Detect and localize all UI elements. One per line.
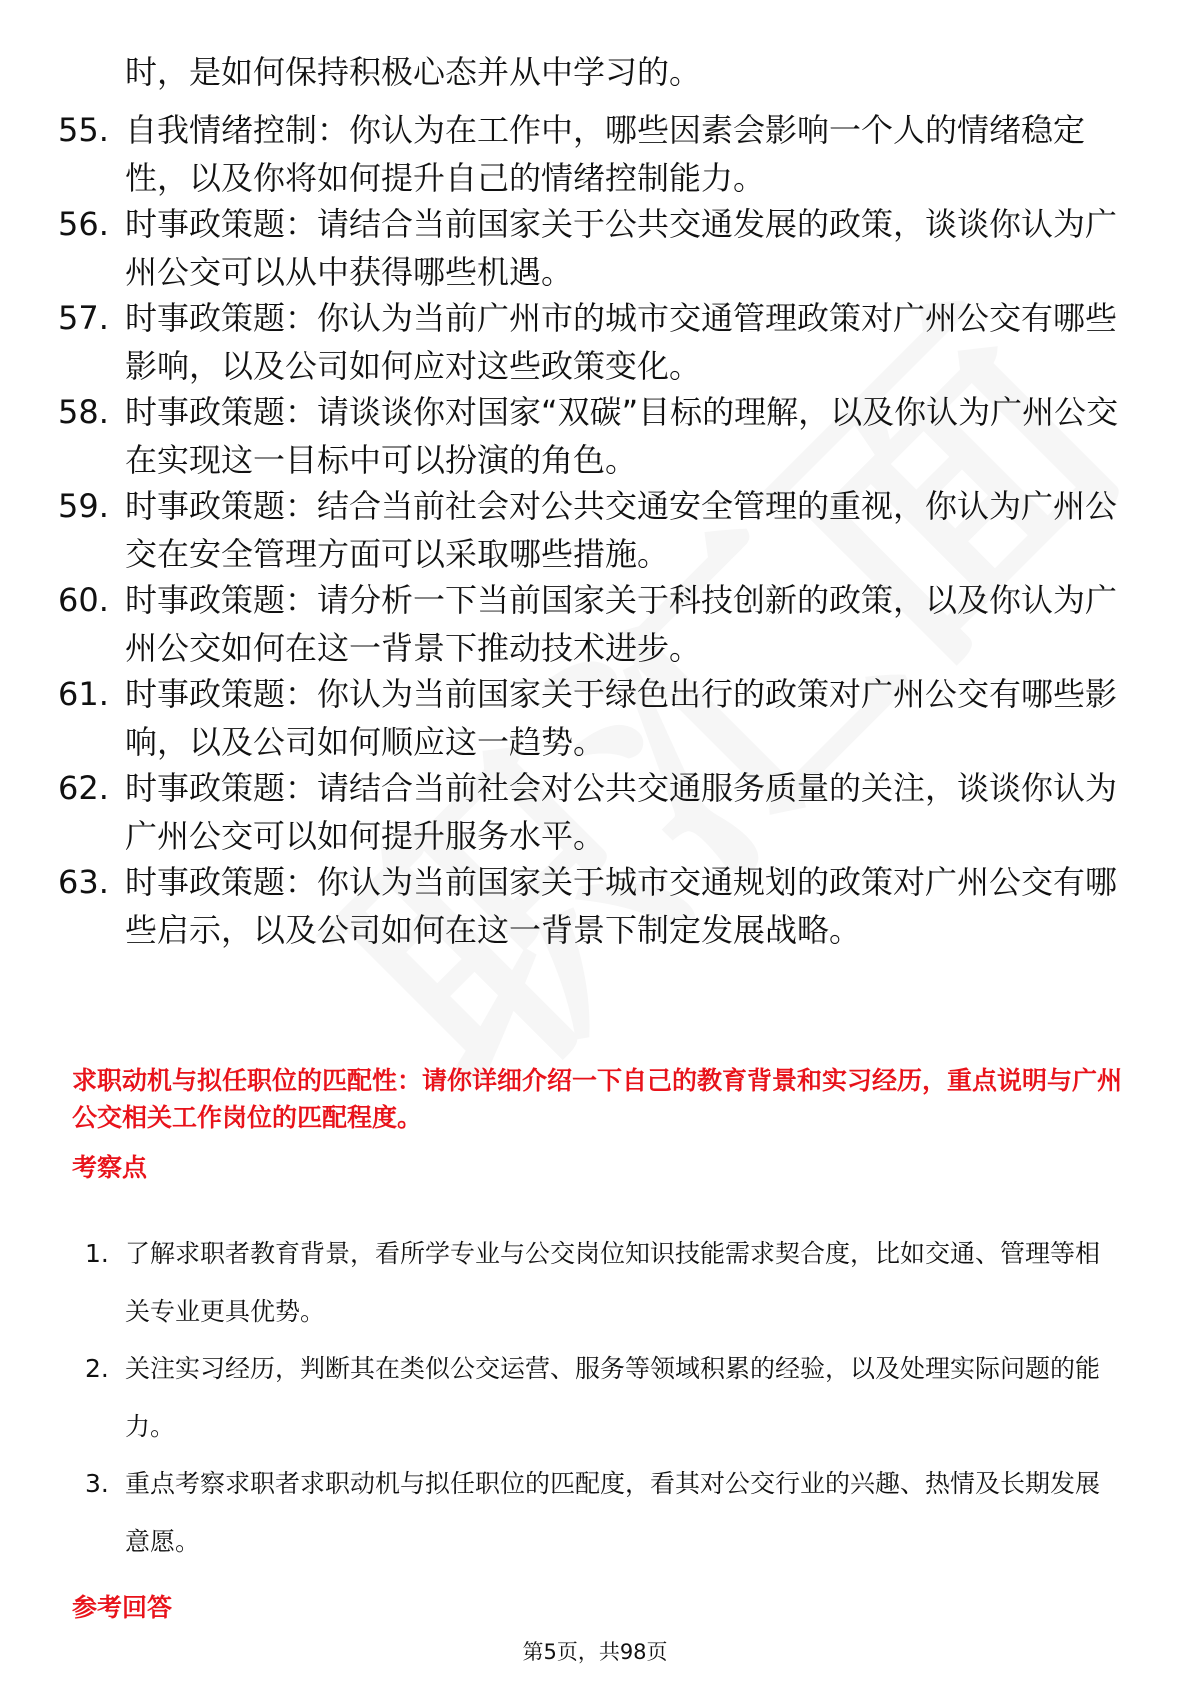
question-number: 62. (58, 769, 109, 807)
question-number: 55. (58, 111, 109, 149)
section-title-check-points: 考察点 (72, 1153, 148, 1182)
question-text: 时事政策题：请分析一下当前国家关于科技创新的政策，以及你认为广州公交如何在这一背景下推动技术进步。 (125, 581, 1118, 667)
check-point-text: 重点考察求职者求职动机与拟任职位的匹配度，看其对公交行业的兴趣、热情及长期发展意愿。 (125, 1469, 1101, 1556)
check-point-text: 了解求职者教育背景，看所学专业与公交岗位知识技能需求契合度，比如交通、管理等相关专业更具优势。 (125, 1239, 1101, 1326)
question-number: 63. (58, 863, 109, 901)
question-text: 时事政策题：请结合当前国家关于公共交通发展的政策，谈谈你认为广州公交可以从中获得哪些机遇。 (125, 205, 1118, 291)
check-point-text: 关注实习经历，判断其在类似公交运营、服务等领域积累的经验，以及处理实际问题的能力。 (125, 1354, 1101, 1441)
question-text: 时事政策题：你认为当前广州市的城市交通管理政策对广州公交有哪些影响，以及公司如何应对这些政策变化。 (125, 299, 1118, 385)
question-number: 57. (58, 299, 109, 337)
section-title-reference-answer: 参考回答 (72, 1593, 173, 1622)
check-point-number: 1. (85, 1239, 109, 1268)
highlight-question: 求职动机与拟任职位的匹配性：请你详细介绍一下自己的教育背景和实习经历，重点说明与广州公交相关工作岗位的匹配程度。 (72, 1066, 1123, 1132)
question-text: 时事政策题：请谈谈你对国家“双碳”目标的理解，以及你认为广州公交在实现这一目标中可以扮演的角色。 (125, 393, 1119, 479)
question-text: 时事政策题：你认为当前国家关于城市交通规划的政策对广州公交有哪些启示，以及公司如何在这一背景下制定发展战略。 (125, 863, 1118, 949)
page-footer: 第5页，共98页 (522, 1640, 668, 1664)
question-number: 56. (58, 205, 109, 243)
check-point-number: 3. (85, 1469, 109, 1498)
question-text: 时事政策题：请结合当前社会对公共交通服务质量的关注，谈谈你认为广州公交可以如何提升服务水平。 (125, 769, 1118, 855)
check-point-number: 2. (85, 1354, 109, 1383)
question-number: 58. (58, 393, 109, 431)
question-number: 61. (58, 675, 109, 713)
question-text: 自我情绪控制：你认为在工作中，哪些因素会影响一个人的情绪稳定性，以及你将如何提升自己的情绪控制能力。 (125, 111, 1086, 197)
question-number: 59. (58, 487, 109, 525)
question-text: 时事政策题：你认为当前国家关于绿色出行的政策对广州公交有哪些影响，以及公司如何顺应这一趋势。 (125, 675, 1118, 761)
question-number: 60. (58, 581, 109, 619)
question-continuation: 时，是如何保持积极心态并从中学习的。 (125, 53, 702, 91)
question-text: 时事政策题：结合当前社会对公共交通安全管理的重视，你认为广州公交在安全管理方面可以采取哪些措施。 (125, 487, 1118, 573)
